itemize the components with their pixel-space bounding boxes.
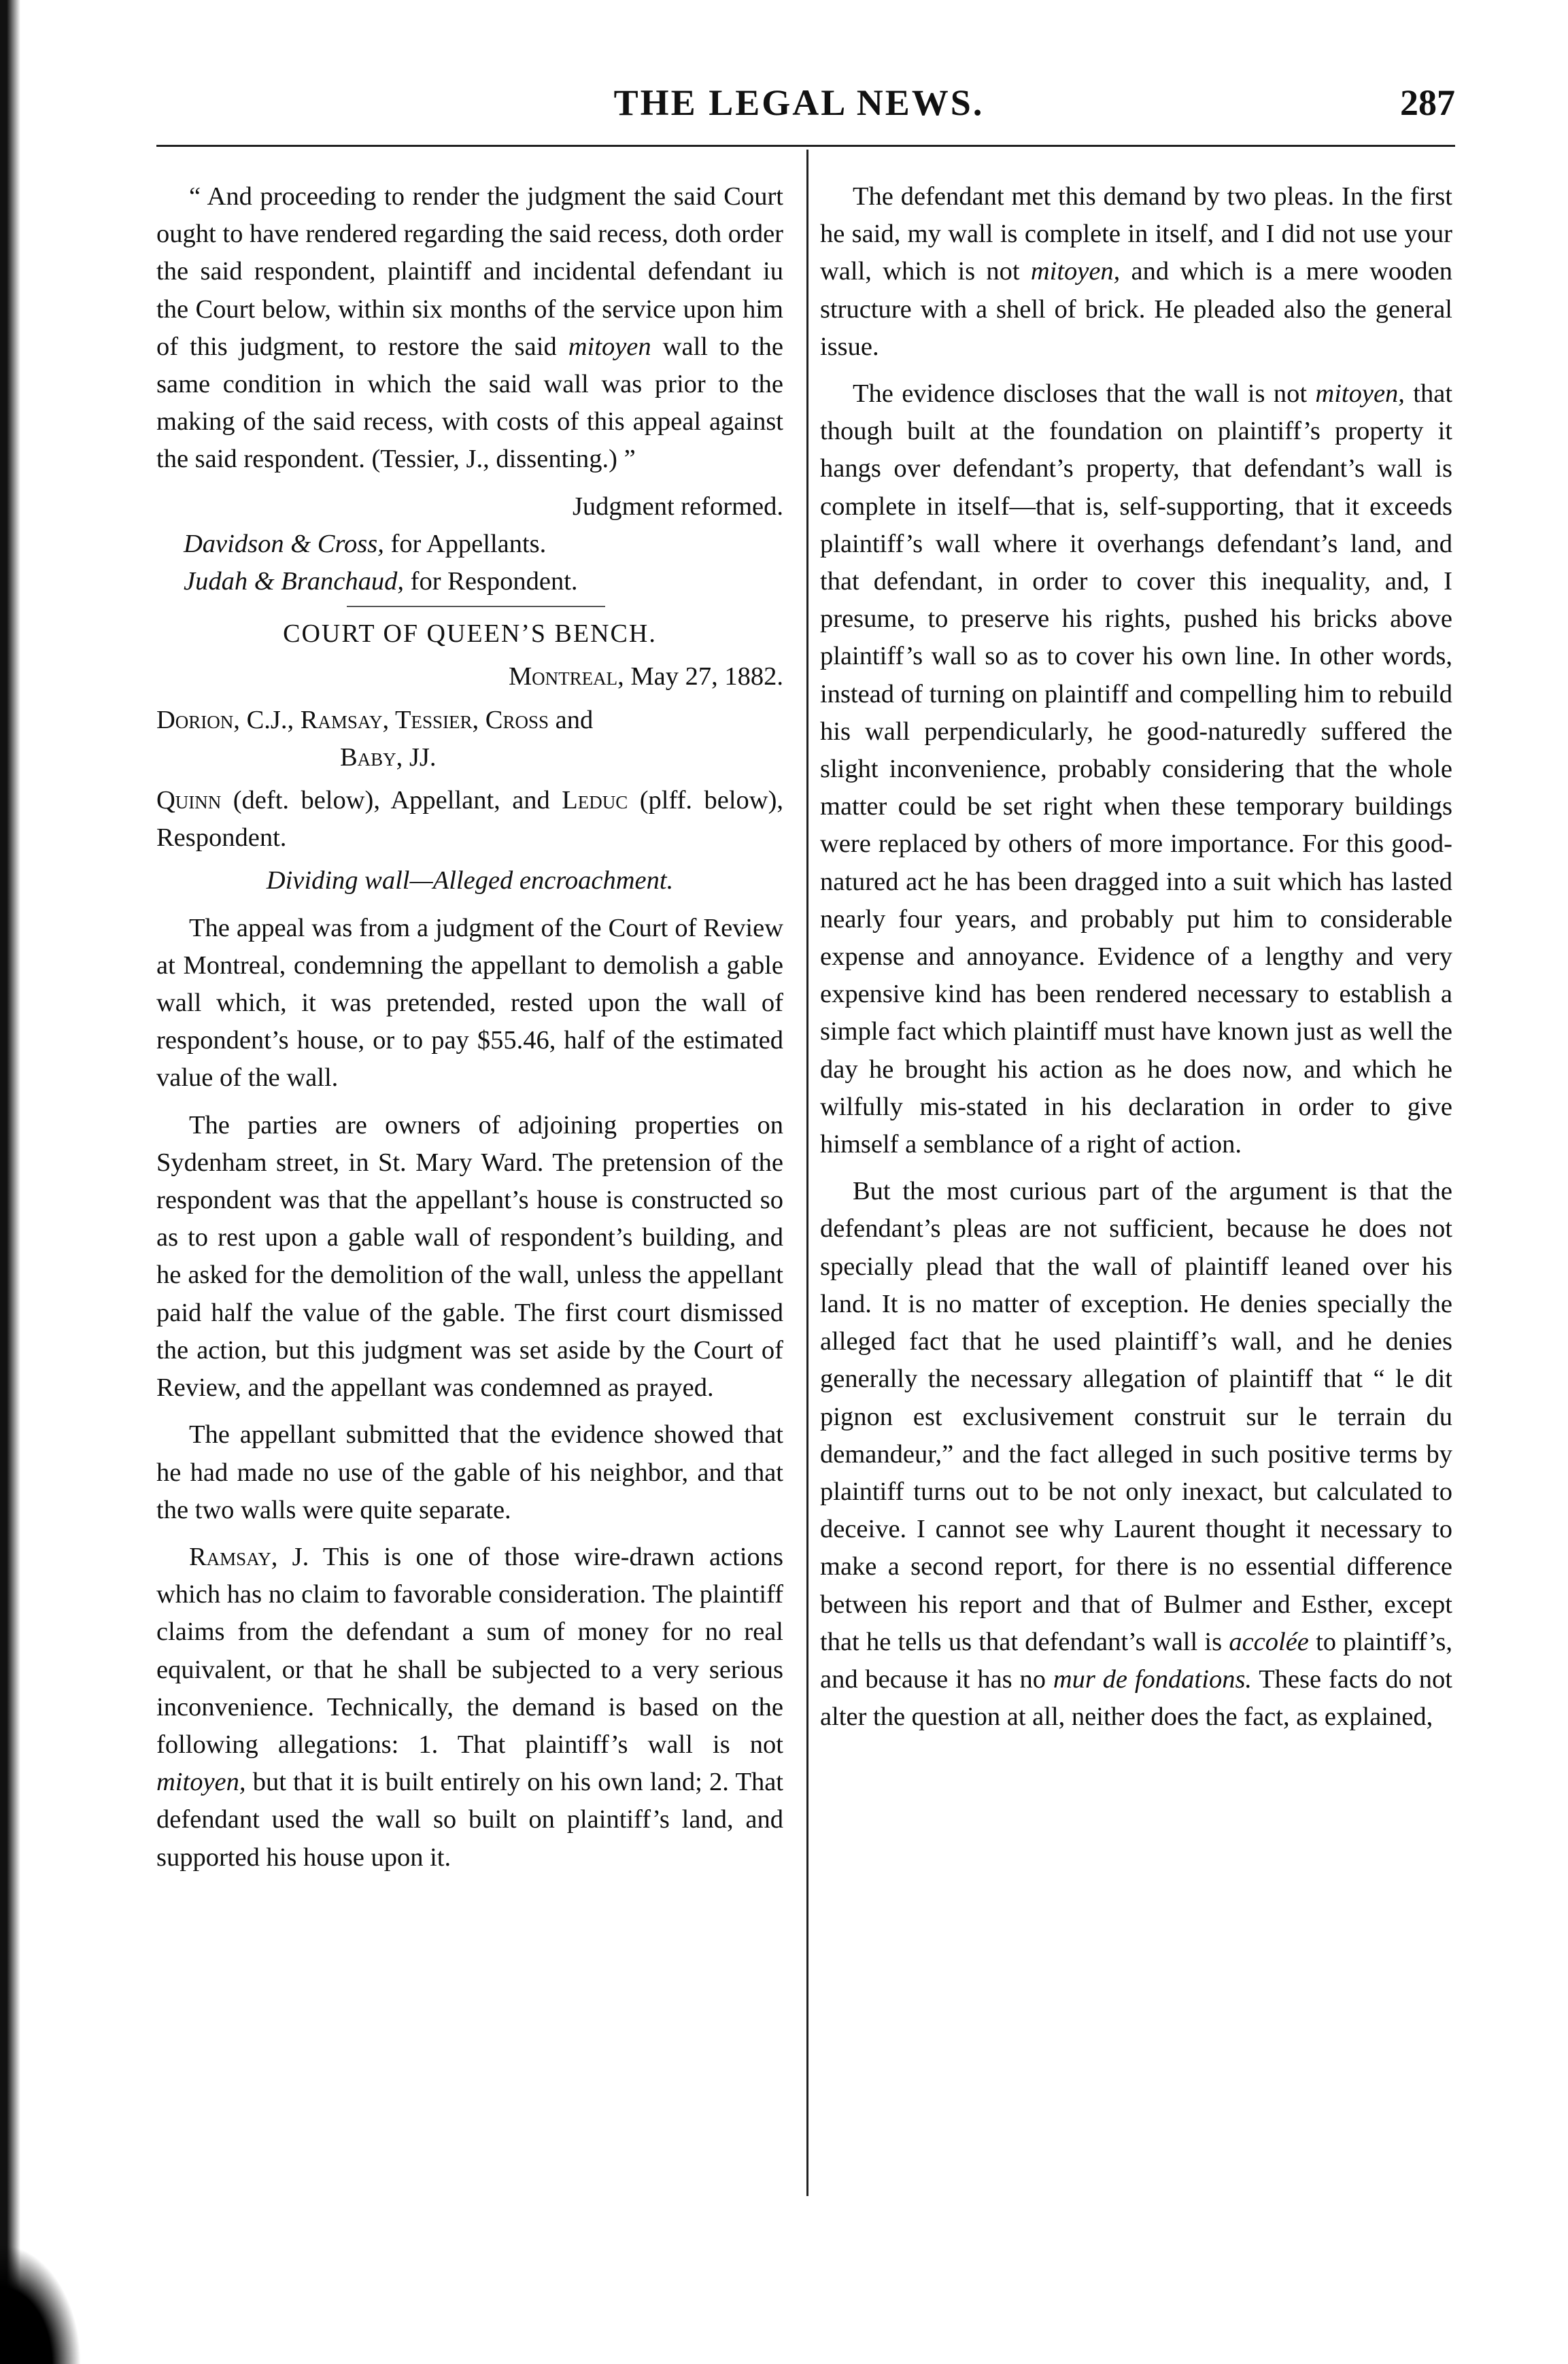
text-span: and which is a mere wooden structure with a shell of brick. He pleaded also the general issue.	[820, 257, 1452, 361]
opinion-paragraph	[156, 1539, 783, 1877]
body-paragraph	[820, 1173, 1452, 1736]
conjunction: and	[555, 705, 594, 734]
right-column	[820, 178, 1452, 1745]
body-paragraph: The parties are owners of adjoining properties on Sydenham street, in St. Mary Ward. The pretension of the respondent was that the appellant’s house is constructed so as to rest upon a gable wall of respondent’s building, and he asked for the demolition of the wall, unless the appellant paid half the value of the gable. The first court dismissed the action, but this judgment was set aside by the Court of Review, and the appellant was condemned as prayed.	[156, 1110, 783, 1403]
judge-name: Dorion,	[156, 705, 240, 734]
text-span: But the most curious part of the argument is that the defendant’s pleas are not sufficient, because he does not specially plead that the wall of plaintiff leaned over his land. It is no matter of exception. He denies specially the alleged fact that he used plaintiff’s wall, and he denies generally the necessary allegation of plaintiff that “ le dit pignon est exclusivement construit sur le terrain du demandeur,” and the fact alleged in such positive terms by plaintiff turns out to be not only inexact, but calculated to deceive. I cannot see why Laurent thought it necessary to make a second report, for there is no essential difference between his report and that of Bulmer and Esther, except that he tells us that defendant’s wall is	[820, 1177, 1452, 1656]
counsel-names: Judah & Branchaud,	[184, 567, 404, 596]
text-span: that though built at the foundation on plaintiff’s property it hangs over defendant’s property, that defendant’s wall is complete in itself—that is, self-supporting, that it exceeds plaintiff’s wall where it overhangs defendant’s land, and that defendant, in order to cover this inequality, and, I presume, to preserve his rights, pushed his bricks above plaintiff’s wall so as to cover his own line. In other words, instead of turning on plaintiff and compelling him to rebuild his wall perpendicularly, he good-naturedly suffered the slight inconvenience, probably considering that the whole matter could be set right when these temporary buildings were replaced by others of more importance. For this good-natured act he has been dragged into a suit which has lasted nearly four years, and probably put him to considerable expense and annoyance. Evidence of a lengthy and very expensive kind has been rendered necessary to establish a simple fact which plaintiff must have known just as well the day he brought his action as he does now, and which he wilfully mis-stated in his declaration in order to give himself a semblance of a right of action.	[820, 379, 1453, 1159]
text-span: These facts do not alter the question at all, neither does the fact, as explained,	[820, 1664, 1452, 1732]
page-binding-edge	[0, 0, 54, 2364]
italic-term: mitoyen,	[1315, 379, 1405, 409]
date-place: Montreal,	[508, 662, 624, 691]
party-role: (plff. below), Respondent.	[156, 786, 784, 853]
counsel-appellants	[156, 526, 783, 563]
party-name: Leduc	[562, 786, 628, 815]
judgment-result: Judgment reformed.	[572, 492, 783, 521]
italic-term: mitoyen	[568, 332, 651, 361]
counsel-role: for Respondent.	[410, 567, 578, 596]
counsel-respondent	[156, 563, 783, 600]
text-span: but that it is built entirely on his own land; 2. That defendant used the wall so built on plaintiff’s land, and supported his house upon it.	[156, 1768, 784, 1872]
left-column	[156, 178, 783, 1886]
judge-title: JJ.	[409, 742, 437, 772]
date: May 27, 1882.	[630, 662, 783, 691]
column-divider	[806, 150, 808, 2196]
text-span: The defendant met this demand by two pleas. In the first he said, my wall is complete in itself, and I did not use your wall, which is not	[820, 182, 1452, 286]
counsel-role: for Appellants.	[390, 529, 547, 558]
page-header	[143, 82, 1455, 136]
header-rule	[156, 145, 1455, 147]
bench-line	[156, 702, 783, 776]
body-paragraph: The appellant submitted that the evidence showed that he had made no use of the gable of his neighbor, and that the two walls were quite separate.	[156, 1420, 783, 1524]
body-paragraph	[820, 178, 1452, 366]
text-span: J. This is one of those wire-drawn actions which has no claim to favorable consideration. The plaintiff claims from the defendant a sum of money for no real equivalent, or that he shall be subjected to a very serious inconvenience. Technically, the demand is based on the following allegations: 1. That plaintiff’s wall is not	[156, 1542, 783, 1759]
judge-names: Ramsay, Tessier, Cross	[300, 705, 549, 734]
text-span: “ And proceeding to render the judgment the said Court ought to have rendered regarding the said recess, doth order the said respondent, plaintiff and incidental defendant iu the Court below, within six months of the service upon him of this judgment, to restore the said	[156, 182, 783, 361]
counsel-names: Davidson & Cross,	[184, 529, 384, 558]
italic-term: mur de fondations.	[1053, 1664, 1252, 1694]
judge-title: C.J.,	[246, 705, 294, 734]
party-name: Quinn	[156, 786, 222, 815]
judgment-quote-paragraph	[156, 178, 783, 479]
text-span: The evidence discloses that the wall is not	[853, 379, 1308, 409]
body-paragraph: The appeal was from a judgment of the Court of Review at Montreal, condemning the appellant to demolish a gable wall which, it was pretended, rested upon the wall of respondent’s house, or to pay $55.46, half of the estimated value of the wall.	[156, 913, 783, 1093]
binding-shadow	[0, 2244, 82, 2364]
running-title: THE LEGAL NEWS.	[613, 82, 985, 123]
italic-term: accolée	[1229, 1627, 1309, 1656]
party-role: (deft. below), Appellant, and	[233, 786, 550, 815]
body-paragraph	[820, 375, 1452, 1163]
text-span: wall to the same condition in which the said wall was prior to the making of the said recess, with costs of this appeal against the said respondent. (Tessier, J., dissenting.) ”	[156, 332, 784, 474]
page-number: 287	[1400, 82, 1455, 123]
date-line	[156, 658, 783, 696]
judge-name: Baby,	[340, 742, 403, 772]
judge-name: Ramsay,	[189, 1542, 278, 1571]
italic-term: mitoyen,	[156, 1768, 246, 1797]
parties-line	[156, 782, 783, 857]
case-subject: Dividing wall—Alleged encroachment.	[266, 866, 674, 895]
italic-term: mitoyen,	[1030, 257, 1121, 286]
text-span: to plaintiff’s, and because it has no	[820, 1627, 1453, 1694]
court-heading: COURT OF QUEEN’S BENCH.	[156, 615, 783, 653]
